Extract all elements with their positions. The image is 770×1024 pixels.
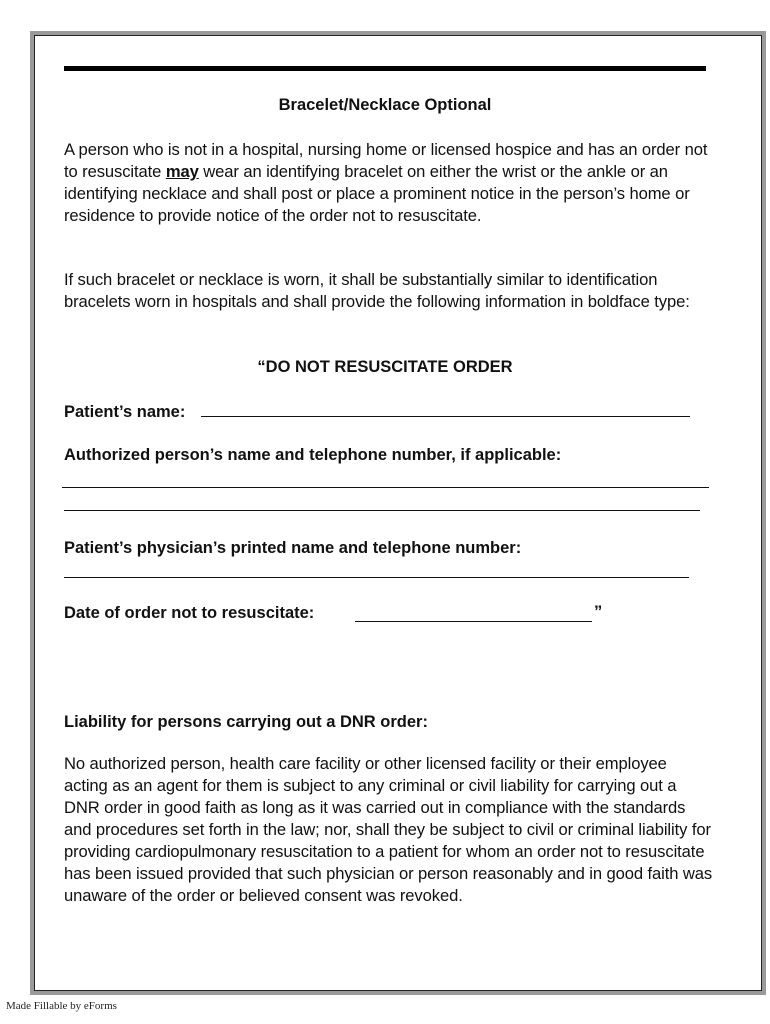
authorized-person-label: Authorized person’s name and telephone number, if applicable: xyxy=(64,446,562,464)
may-emphasis: may xyxy=(165,162,199,181)
bracelet-paragraph-start: A person who is not in a hospital, nursing home or licensed hospice and has an order not to resuscitate xyxy=(64,140,708,181)
footer-credit: Made Fillable by eForms xyxy=(6,1000,117,1012)
bracelet-paragraph-end: wear an identifying bracelet on either the wrist or the ankle or an identifying necklace and shall post or place a prominent notice in the person’s home or residence to provide notice of the order not to resuscitate. xyxy=(64,162,690,225)
patient-name-field[interactable] xyxy=(201,416,690,417)
identification-paragraph: If such bracelet or necklace is worn, it shall be substantially similar to identification bracelets worn in hospitals and shall provide the following information in boldface type: xyxy=(64,270,690,311)
dnr-order-heading: “DO NOT RESUSCITATE ORDER xyxy=(257,358,513,376)
date-of-order-label: Date of order not to resuscitate: xyxy=(64,604,315,622)
authorized-person-field-line-2[interactable] xyxy=(64,510,700,511)
bracelet-paragraph xyxy=(64,139,714,227)
physician-label: Patient’s physician’s printed name and telephone number: xyxy=(64,539,522,557)
liability-heading: Liability for persons carrying out a DNR order: xyxy=(64,713,428,731)
date-of-order-field[interactable] xyxy=(355,621,592,622)
top-heavy-rule xyxy=(64,66,706,71)
authorized-person-field-line-1[interactable] xyxy=(62,487,709,488)
liability-paragraph: No authorized person, health care facility or other licensed facility or their employee acting as an agent for them is subject to any criminal or civil liability for carrying out a DNR order in good faith as long as it was carried out in compliance with the standards and procedures set forth in the law; nor, shall they be subject to civil or criminal liability for providing cardiopulmonary resuscitation to a patient for whom an order not to resuscitate has been issued provided that such physician or person reasonably and in good faith was unaware of the order or believed consent was revoked. xyxy=(64,754,713,905)
patient-name-label: Patient’s name: xyxy=(64,403,186,421)
document-title: Bracelet/Necklace Optional xyxy=(278,96,492,114)
physician-field[interactable] xyxy=(64,577,689,578)
date-closing-quote: ” xyxy=(594,603,603,621)
